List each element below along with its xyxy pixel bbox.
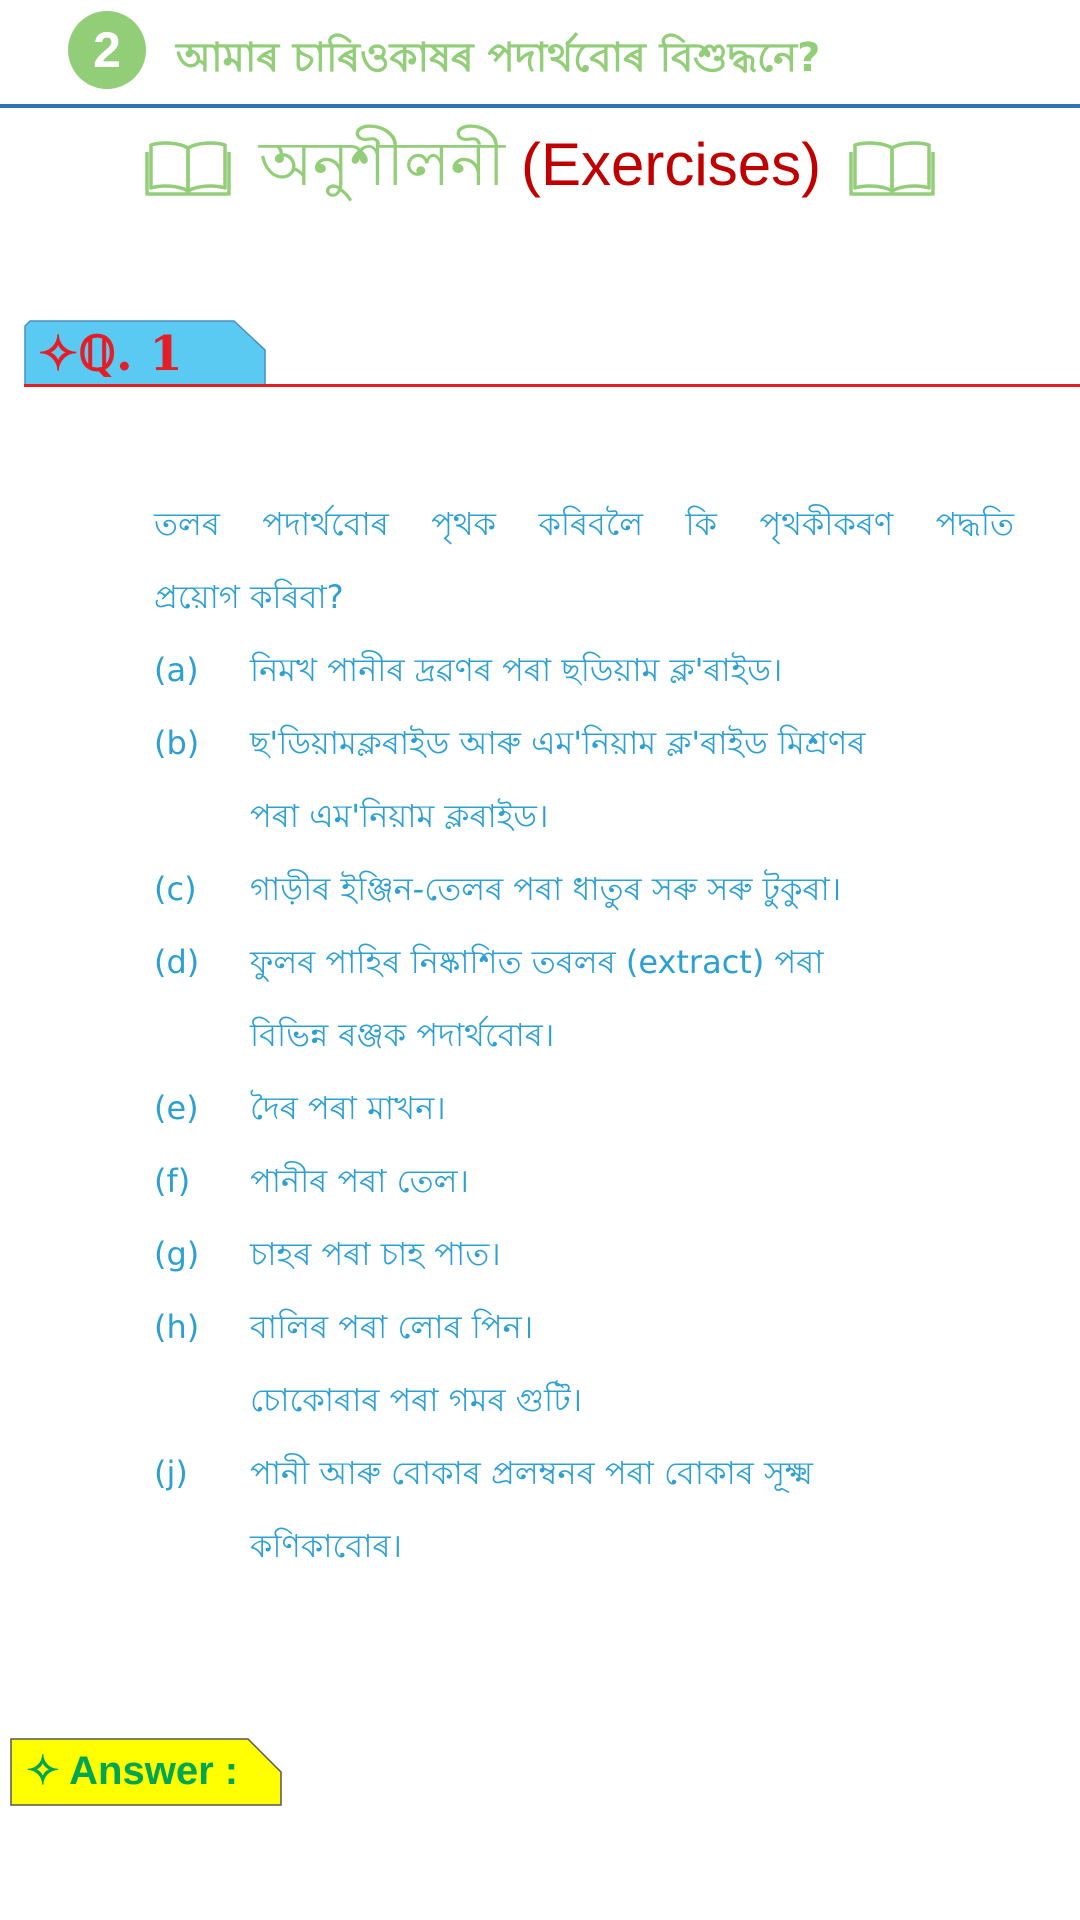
option-label: (j) bbox=[154, 1454, 188, 1492]
option-d bbox=[154, 926, 1014, 999]
header-divider bbox=[0, 104, 1080, 108]
option-j bbox=[154, 1437, 1014, 1510]
option-text: ফুলৰ পাহিৰ নিষ্কাশিত তৰলৰ (extract) পৰা bbox=[250, 943, 824, 981]
option-text: বালিৰ পৰা লোৰ পিন। bbox=[250, 1308, 534, 1346]
chapter-title: আমাৰ চাৰিওকাষৰ পদাৰ্থবোৰ বিশুদ্ধনে? bbox=[176, 35, 821, 81]
option-text: চাহৰ পৰা চাহ পাত। bbox=[250, 1235, 501, 1273]
option-label: (e) bbox=[154, 1089, 199, 1127]
option-label: (a) bbox=[154, 651, 199, 689]
option-e bbox=[154, 1072, 1014, 1145]
option-text: ছ'ডিয়ামক্লৰাইড আৰু এম'নিয়াম ক্ল'ৰাইড মিশ্ৰণৰ bbox=[250, 724, 866, 762]
option-text: দৈৰ পৰা মাখন। bbox=[250, 1089, 446, 1127]
option-label: (b) bbox=[154, 724, 200, 762]
option-d-continuation: বিভিন্ন ৰঞ্জক পদাৰ্থবোৰ। bbox=[250, 1016, 555, 1054]
option-label: (h) bbox=[154, 1308, 200, 1346]
option-text: নিমখ পানীৰ দ্ৰৱণৰ পৰা ছডিয়াম ক্ল'ৰাইড। bbox=[250, 651, 783, 689]
answer-tab bbox=[10, 1738, 282, 1806]
option-label: (c) bbox=[154, 870, 197, 908]
option-c bbox=[154, 853, 1014, 926]
question-intro-line: তলৰ পদাৰ্থবোৰ পৃথক কৰিবলৈ কি পৃথকীকৰণ পদ্ধতি bbox=[154, 505, 1014, 543]
option-text: গাড়ীৰ ইঞ্জিন-তেলৰ পৰা ধাতুৰ সৰু সৰু টুকুৰা। bbox=[250, 870, 842, 908]
exercises-heading-english: (Exercises) bbox=[521, 130, 822, 198]
option-f bbox=[154, 1145, 1014, 1218]
option-i: চোকোৰাৰ পৰা গমৰ গুটি। bbox=[250, 1381, 583, 1419]
question-body bbox=[154, 488, 1014, 1583]
option-label: (f) bbox=[154, 1162, 191, 1200]
option-g bbox=[154, 1218, 1014, 1291]
option-text: পানীৰ পৰা তেল। bbox=[250, 1162, 469, 1200]
option-label: (d) bbox=[154, 943, 200, 981]
question-intro-line: প্ৰয়োগ কৰিবা? bbox=[154, 578, 344, 616]
answer-label: ✧ Answer : bbox=[26, 1749, 239, 1793]
option-j-continuation: কণিকাবোৰ। bbox=[250, 1527, 402, 1565]
chapter-header bbox=[0, 0, 1080, 108]
option-h bbox=[154, 1291, 1014, 1364]
question-number: ✧ℚ. 1 bbox=[38, 326, 183, 382]
book-icon bbox=[849, 138, 935, 198]
option-b bbox=[154, 707, 1014, 780]
book-icon bbox=[145, 138, 231, 198]
exercises-heading-native: অনুশীলনী bbox=[258, 126, 506, 200]
option-label: (g) bbox=[154, 1235, 200, 1273]
exercises-heading bbox=[0, 122, 1080, 214]
option-text: পানী আৰু বোকাৰ প্ৰলম্বনৰ পৰা বোকাৰ সূক্ষ্ম bbox=[250, 1454, 813, 1492]
question-tab bbox=[24, 320, 266, 386]
option-a bbox=[154, 634, 1014, 707]
option-b-continuation: পৰা এম'নিয়াম ক্লৰাইড। bbox=[250, 797, 549, 835]
chapter-number-badge: 2 bbox=[68, 11, 146, 89]
question-divider bbox=[24, 384, 1080, 387]
